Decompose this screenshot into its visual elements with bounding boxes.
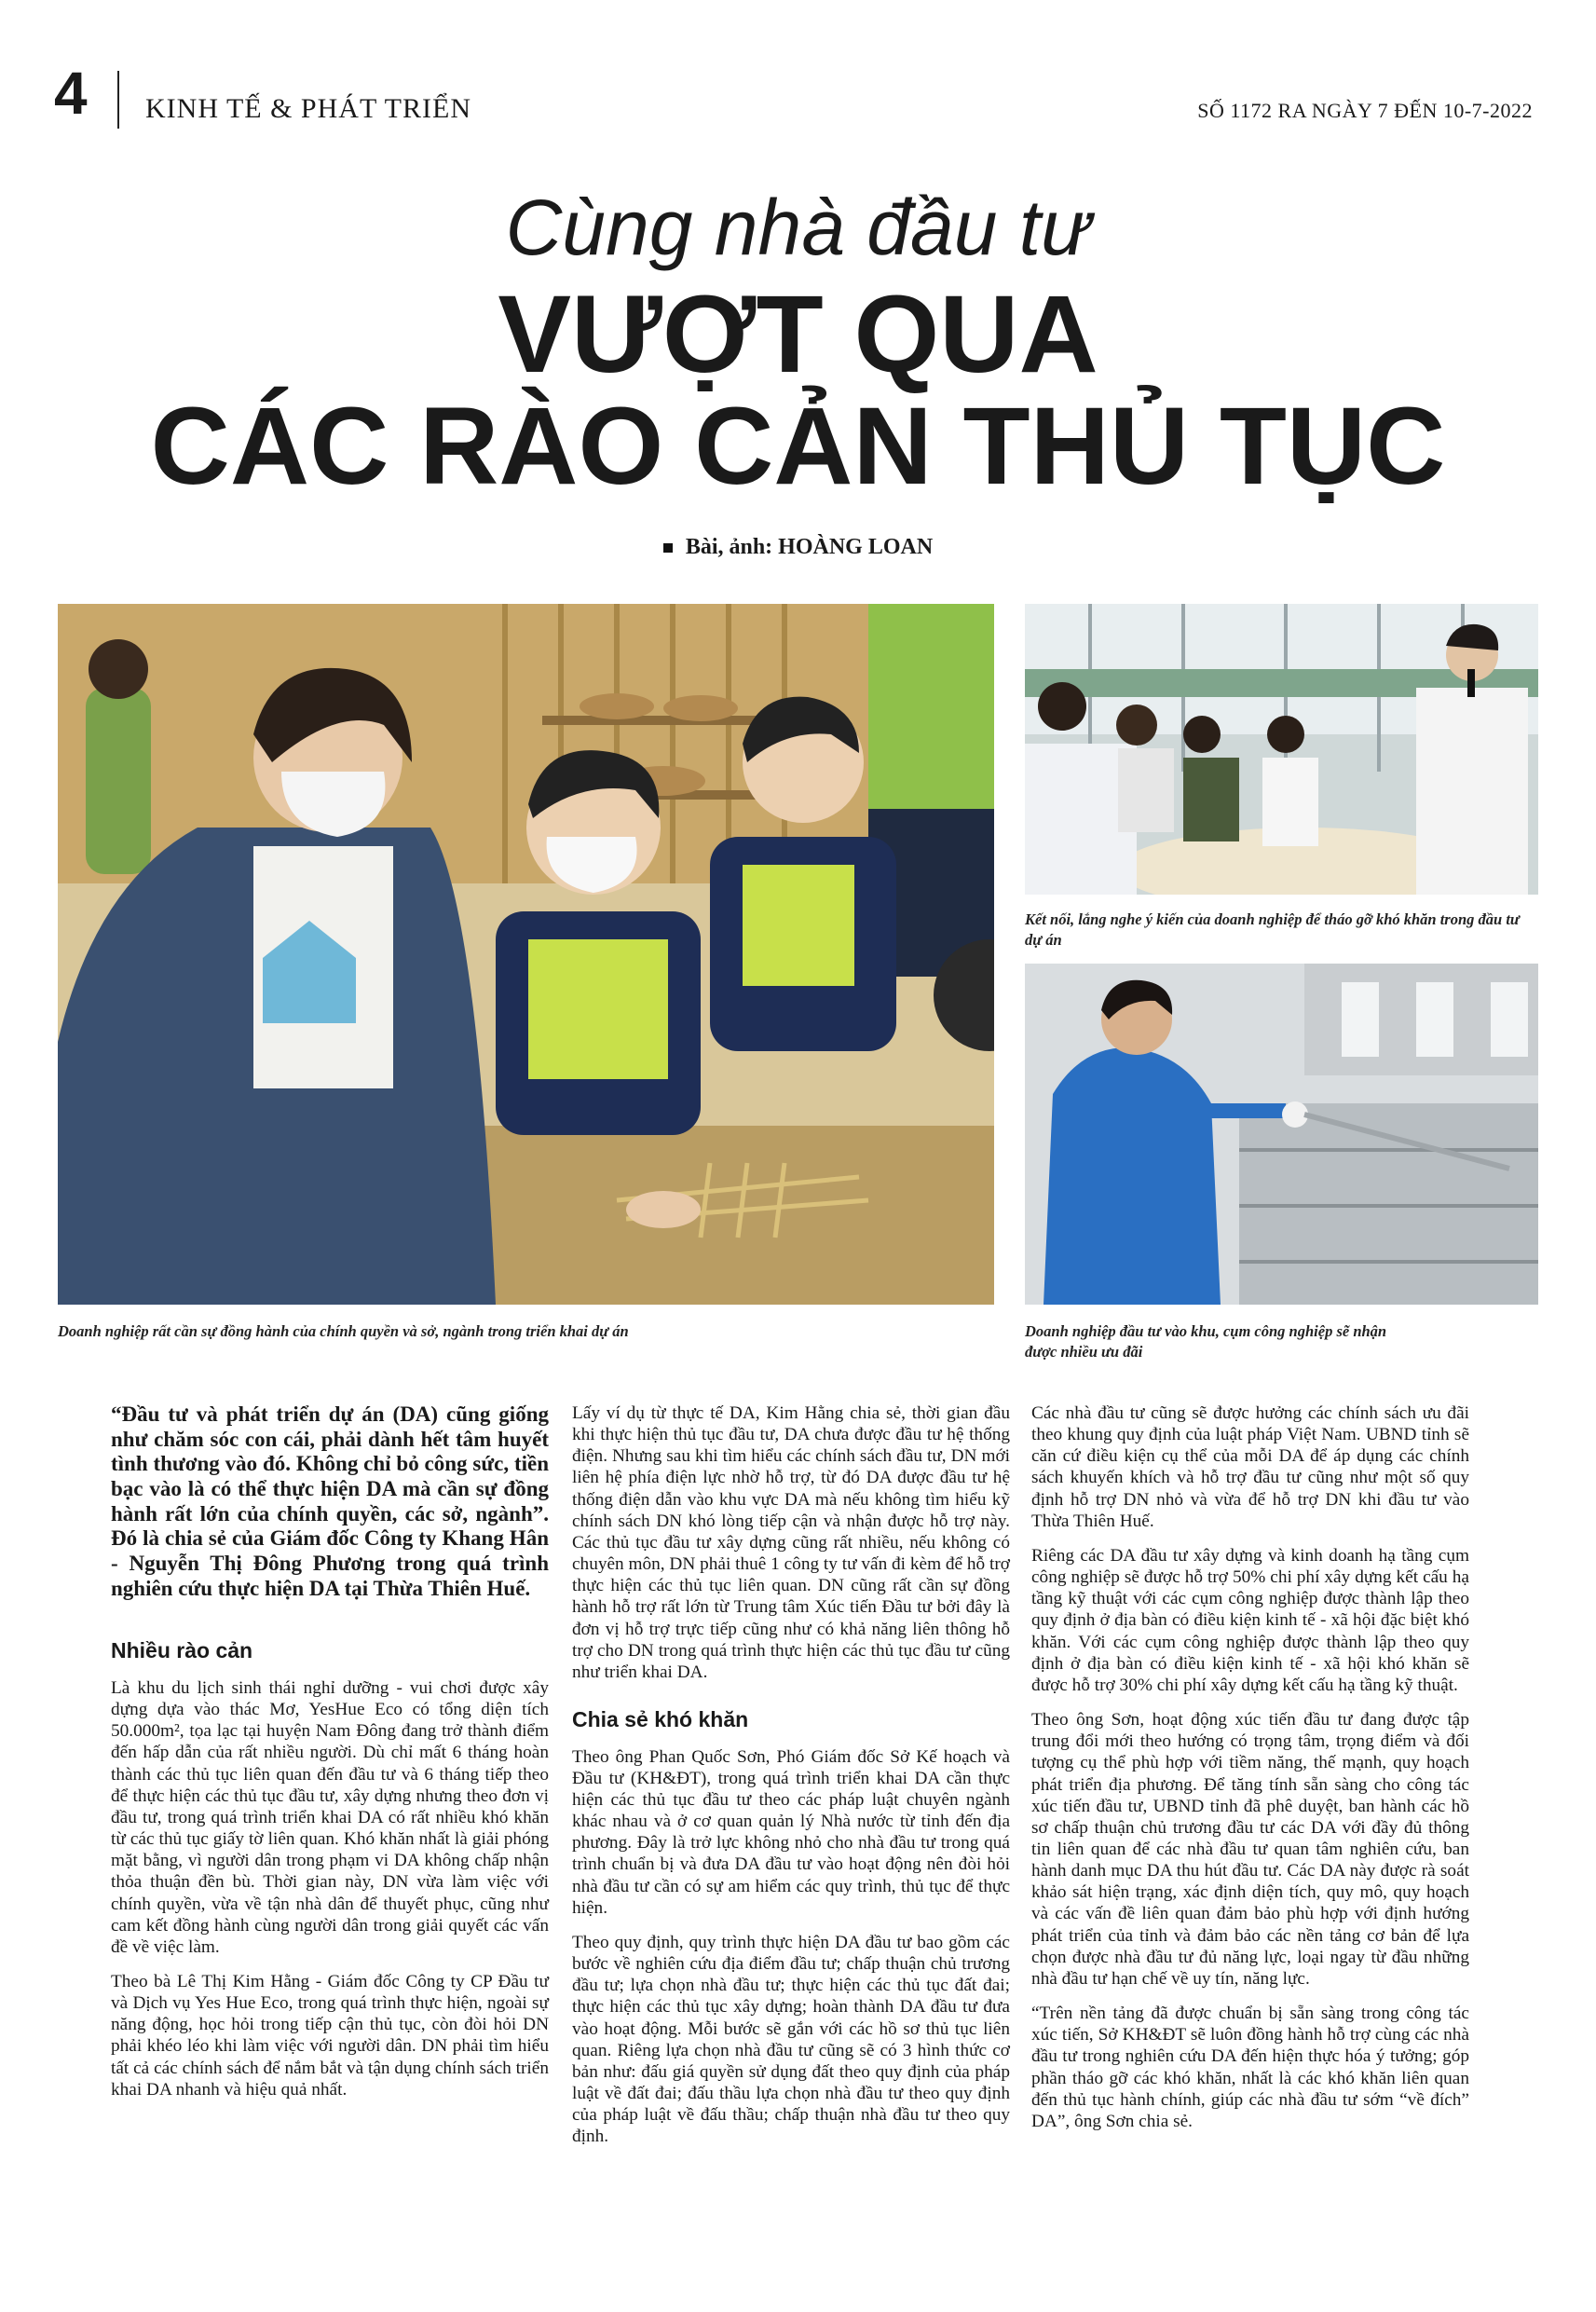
- factory-photo-illustration: [1025, 964, 1538, 1305]
- subhead-nhieu-rao-can: Nhiều rào cản: [111, 1638, 253, 1663]
- article-column-1: [111, 1402, 549, 2114]
- meeting-photo-caption: Kết nối, lắng nghe ý kiến của doanh nghiệp để tháo gỡ khó khăn trong đầu tư dự án: [1025, 910, 1520, 950]
- article-lead: “Đầu tư và phát triển dự án (DA) cũng giống như chăm sóc con cái, phải dành hết tâm huyết tình thương vào đó. Không chỉ bỏ công sức, tiền bạc vào là có thể thực hiện DA mà cần sự đồng hành rất lớn của chính quyền, các sở, ngành”. Đó là chia sẻ của Giám đốc Công ty Khang Hân - Nguyễn Thị Đông Phương trong quá trình nghiên cứu thực hiện DA tại Thừa Thiên Huế.: [111, 1402, 549, 1600]
- main-photo: [58, 604, 994, 1305]
- paragraph-3: Lấy ví dụ từ thực tế DA, Kim Hằng chia sẻ, thời gian đầu khi thực hiện thủ tục đầu tư, DA chưa được đầu tư hệ thống điện. Nhưng sau khi tìm hiểu các chính sách đầu tư, DN mới liên hệ phía điện lực nhờ hỗ trợ, từ đó DA được đầu tư hệ thống điện dẫn vào khu vực DA mà nếu không tìm hiểu kỹ chính sách DN khó lòng tiếp cận và nhận được hỗ trợ này. Các thủ tục đầu tư xây dựng cũng rất nhiều, nếu không có chuyên môn, DN phải thuê 1 công ty tư vấn đi kèm để hỗ trợ thực hiện các thủ tục liên quan. DN cũng rất cần sự đồng hành hỗ trợ rất lớn từ Trung tâm Xúc tiến Đầu tư bởi đây là đơn vị hỗ trợ trực tiếp cũng như có khả năng liên thông hỗ trợ cho DN trong quá trình thực hiện các thủ tục đầu tư cũng như triển khai DA.: [572, 1403, 1010, 1682]
- paragraph-2: Theo bà Lê Thị Kim Hằng - Giám đốc Công ty CP Đầu tư và Dịch vụ Yes Hue Eco, trong quá trình thực hiện, ngoài sự năng động, học hỏi trong tiếp cận thủ tục, còn đòi hỏi DN phải khéo léo khi làm việc với người dân. DN phải tìm hiểu tất cả các chính sách để nắm bắt và tận dụng chính sách triển khai DA nhanh và hiệu quả nhất.: [111, 1972, 549, 2100]
- factory-photo: [1025, 964, 1538, 1305]
- subhead-chia-se-kho-khan: Chia sẻ khó khăn: [572, 1707, 749, 1732]
- header-divider: [117, 71, 119, 129]
- headline-line-2: CÁC RÀO CẢN THỦ TỤC: [150, 385, 1446, 508]
- byline-text: Bài, ảnh: HOÀNG LOAN: [685, 535, 934, 559]
- paragraph-8: Theo ông Sơn, hoạt động xúc tiến đầu tư đang được tập trung đổi mới theo hướng có trọng tâm, trọng điểm và đối tượng cụ thể phù hợp với tiềm năng, thế mạnh, quy hoạch phát triển địa phương. Để tăng tính sẵn sàng cho công tác xúc tiến đầu tư, UBND tỉnh đã phê duyệt, ban hành các hồ sơ chấp thuận chủ trương đầu tư các DA với đầy đủ thông tin liên quan để các nhà đầu tư quan tâm nghiên cứu, ban hành danh mục DA thu hút đầu tư. Các DA này được rà soát khảo sát hiện trạng, xác định diện tích, quy mô, quy hoạch và các vấn đề liên quan đảm bảo phù hợp với định hướng phát triển của tỉnh và đảm bảo các nền tảng cơ bản để lựa chọn được nhà đầu tư đủ năng lực, loại ngay từ đầu những nhà đầu tư hạn chế về uy tín, năng lực.: [1031, 1710, 1469, 1989]
- article-column-2: [572, 1402, 1010, 2160]
- paragraph-5: Theo quy định, quy trình thực hiện DA đầu tư bao gồm các bước về nghiên cứu địa điểm đầu tư; chấp thuận chủ trương đầu tư; lựa chọn nhà đầu tư; thực hiện các thủ tục đất đai; thực hiện các thủ tục xây dựng; hoàn thành DA đầu tư đưa vào hoạt động. Mỗi bước sẽ gắn với các hồ sơ thủ tục liên quan. Riêng lựa chọn nhà đầu tư cũng sẽ có 3 hình thức cơ bản như: đấu giá quyền sử dụng đất theo quy định của pháp luật về đất đai; đấu thầu lựa chọn nhà đầu tư theo quy định của pháp luật về đấu thầu; chấp thuận nhà đầu tư theo quy định.: [572, 1932, 1010, 2147]
- meeting-photo-illustration: [1025, 604, 1538, 895]
- headline-kicker: Cùng nhà đầu tư: [505, 184, 1091, 271]
- paragraph-9: “Trên nền tảng đã được chuẩn bị sẵn sàng trong công tác xúc tiến, Sở KH&ĐT sẽ luôn đồng hành hỗ trợ cùng các nhà đầu tư trong nghiên cứu DA đến hiện thực hóa ý tưởng; góp phần tháo gỡ các khó khăn, nhất là các khó khăn liên quan đến thủ tục hành chính, giúp các nhà đầu tư sớm “về đích” DA”, ông Sơn chia sẻ.: [1031, 2004, 1469, 2131]
- headline-line-1: VƯỢT QUA: [498, 273, 1098, 396]
- section-title: KINH TẾ & PHÁT TRIỂN: [145, 93, 471, 124]
- paragraph-1: Là khu du lịch sinh thái nghỉ dưỡng - vui chơi được xây dựng dựa vào thác Mơ, YesHue Eco có tổng diện tích 50.000m², tọa lạc tại huyện Nam Đông đang trở thành điểm đến hấp dẫn của rất nhiều người. Dù chỉ mất 6 tháng hoàn thành các thủ tục liên quan đến đầu tư và 6 tháng tiếp theo để thực hiện các thủ tục đầu tư, xây dựng nhưng theo đơn vị đầu tư, trong quá trình triển khai DA có rất nhiều khó khăn từ các thủ tục giấy tờ liên quan. Khó khăn nhất là giải phóng mặt bằng, vì người dân trong phạm vi DA không chấp nhận thỏa thuận đền bù. Thời gian này, DN vừa làm việc với chính quyền, vừa về tận nhà dân để thuyết phục, cũng như cam kết đồng hành cùng người dân trong giải quyết các vấn đề về việc làm.: [111, 1677, 549, 1957]
- bullet-square-icon: [663, 543, 673, 553]
- factory-photo-caption: Doanh nghiệp đầu tư vào khu, cụm công nghiệp sẽ nhận được nhiều ưu đãi: [1025, 1322, 1387, 1361]
- paragraph-7: Riêng các DA đầu tư xây dựng và kinh doanh hạ tầng cụm công nghiệp sẽ được hỗ trợ 50% chi phí xây dựng kết cấu hạ tầng kỹ thuật với các cụm công nghiệp được thành lập theo quy định ở địa bàn có điều kiện kinh tế - xã hội đặc biệt khó khăn. Với các cụm công nghiệp được thành lập theo quy định ở địa bàn có điều kiện kinh tế - xã hội khó khăn sẽ được hỗ trợ 30% chi phí xây dựng kết cấu hạ tầng kỹ thuật.: [1031, 1545, 1469, 1695]
- article-column-3: [1031, 1402, 1469, 2145]
- paragraph-4: Theo ông Phan Quốc Sơn, Phó Giám đốc Sở Kế hoạch và Đầu tư (KH&ĐT), trong quá trình triển khai DA cần thực hiện các thủ tục đầu tư theo các pháp luật chuyên ngành khác nhau và ở cơ quan quản lý Nhà nước từ tỉnh đến địa phương. Đây là trở lực không nhỏ cho nhà đầu tư trong quá trình chuẩn bị và đưa DA đầu tư vào hoạt động nên đòi hỏi nhà đầu tư cần có sự am hiểm các quy trình, thủ tục để thực hiện.: [572, 1746, 1010, 1918]
- meeting-photo: [1025, 604, 1538, 895]
- page-number: 4: [54, 60, 88, 127]
- byline: [0, 535, 1596, 560]
- paragraph-6: Các nhà đầu tư cũng sẽ được hưởng các chính sách ưu đãi theo khung quy định của luật pháp Việt Nam. UBND tỉnh sẽ căn cứ điều kiện cụ thể của mỗi DA để áp dụng các chính sách khuyến khích và hỗ trợ đầu tư cũng như một số quy định hỗ trợ DN nhỏ và vừa để hỗ trợ DN khi đầu tư vào Thừa Thiên Huế.: [1031, 1403, 1469, 1531]
- issue-date: SỐ 1172 RA NGÀY 7 ĐẾN 10-7-2022: [1197, 99, 1533, 122]
- main-photo-illustration: [58, 604, 994, 1305]
- main-photo-caption: Doanh nghiệp rất cần sự đồng hành của chính quyền và sở, ngành trong triển khai dự án: [58, 1322, 629, 1340]
